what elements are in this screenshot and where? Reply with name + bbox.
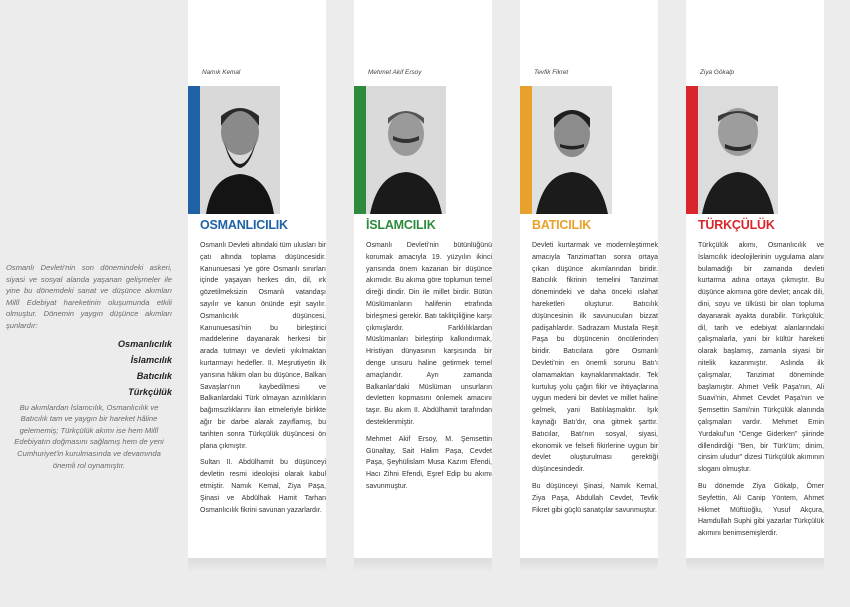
- column-osmanlicilik: [188, 0, 326, 558]
- author-name: Ziya Gökalp: [700, 69, 735, 76]
- column-text: [366, 240, 492, 498]
- idea-baticilik: Batıcılık: [136, 370, 172, 381]
- column-paragraph-1: Osmanlı Devleti altındaki tüm ulusları bir çatı altında toplama düşüncesidir. Kanunuesasi 'ye göre Osmanlı sınırları içinde yaşayan herkes din, dil, ırk gözetilmeksizin Osmanlı vatandaşı sayılır ve kanun önünde eşit sayılır. Osmanlıcılık düşüncesi, Kanunuesasi'nin bu birleştirici maddelerine dayanarak herkesi bir arada tutmayı ve devleti yıkılmaktan kurtarmayı hedefler. II. Meşrutiyetin ilk yarısına hâkim olan bu düşünce, Balkan Savaşları'nın kaybedilmesi ve Balkanlardaki Türk olmayan azınlıkların bağımsızlıklarını ilan etmeleriyle birlikte ağır bir darbe alarak zayıflamış, bu tarihten sonra Türkçülük düşüncesi ön plana çıkmıştır.: [200, 242, 326, 450]
- portrait-photo: [200, 86, 280, 214]
- column-text: [532, 240, 658, 521]
- accent-bar: [520, 86, 532, 214]
- accent-bar: [188, 86, 200, 214]
- column-title: TÜRKÇÜLÜK: [698, 218, 775, 232]
- column-paragraph-1: Osmanlı Devleti'nin bütünlüğünü korumak amacıyla 19. yüzyılın ikinci yarısında önem kazanan bir düşünce akımıdır. Bu akıma göre toplumun temel direği dindir. Din ile millet birdir. Bütün Müslümanların halifenin etrafında birleşmesi gerekir. Batı taklitçiliğine karşı çıkmışlardır. Farklılıklardan Müslümanları birleştirip kalkındırmak, Hristiyan dünyasının karşısında bir denge unsuru haline getirmek temel amaçlarıdır. Ayrı zamanda Balkanlar'daki Müslüman unsurların devletten kopmasını önlemek amacını taşır. Bu akım II. Abdülhamit tarafından desteklenmiştir.: [366, 242, 492, 426]
- column-title: OSMANLICILIK: [200, 218, 288, 232]
- column-turkculuk: [686, 0, 824, 558]
- author-name: Tevfik Fikret: [534, 69, 569, 76]
- column-title: BATICILIK: [532, 218, 592, 232]
- author-name: Mehmet Akif Ersoy: [368, 69, 422, 76]
- idea-osmanlicilik: Osmanlıcılık: [117, 338, 172, 349]
- column-islamcilik: [354, 0, 492, 558]
- intro-paragraph-1: Osmanlı Devleti'nin son dönemindeki askeri, siyasi ve sosyal alanda yaşanan gelişmeler ile yine bu dönemdeki sanat ve düşünce akımları Millî Edebiyat hareketinin oluşumunda etkili olmuştur. Dönemin yaygın düşünce akımları şunlardır:: [6, 263, 172, 330]
- accent-bar: [686, 86, 698, 214]
- portrait-photo: [532, 86, 612, 214]
- intro-text: [6, 262, 172, 471]
- accent-bar: [354, 86, 366, 214]
- portrait-block: [188, 86, 326, 214]
- column-text: [698, 240, 824, 545]
- idea-turkculuk: Türkçülük: [128, 386, 172, 397]
- ideas-list: [6, 336, 172, 400]
- portrait-block: [354, 86, 492, 214]
- author-name: Namık Kemal: [202, 69, 241, 76]
- column-title: İSLAMCILIK: [366, 218, 436, 232]
- portrait-photo: [698, 86, 778, 214]
- column-baticilik: [520, 0, 658, 558]
- intro-paragraph-2: Bu akımlardan İslamcılık, Osmanlıcılık ve Batıcılık tam ve yaygın bir hareket hâline gelememiş; Türkçülük akımı ise hem Millî Edebiyatın doğmasını sağlamış hem de yeni Cumhuriyet'in kurulmasında ve devamında önemli rol oynamıştır.: [14, 402, 164, 470]
- portrait-block: [520, 86, 658, 214]
- idea-islamcilik: İslamcılık: [130, 354, 172, 365]
- portrait-photo: [366, 86, 446, 214]
- column-paragraph-1: Türkçülük akımı, Osmanlıcılık ve İslamcılık ideolojilerinin uygulama alanı bulamadığı bir zamanda devleti kurtarma adına ortaya çıkmıştır. Bu düşünce akımına göre devlet; ancak dili, dini, soyu ve ülküsü bir olan topluma dayanarak ayakta durabilir. Türkçülük; dil, tarih ve edebiyat alanlarındaki çalışmalarla, yani bir kültür hareketi olarak başlamış, zamanla siyasi bir nitelik kazanmıştır. Aslında ilk çalışmalar, Tanzimat döneminde başlamıştır. Ahmet Vefik Paşa'nın, Ali Suavi'nin, Ahmet Cevdet Paşa'nın ve Şemsettin Sami'nin Türkçülük alanında çalışmaları vardır. Mehmet Emin Yurdakul'un "Cenge Giderken" şiirinde dillendirdiği "Ben, bir Türk'üm; dinim, cinsim uludur" dizesi Türkçülük akımının sloganı olmuştur.: [698, 242, 824, 474]
- column-paragraph-2: Bu dönemde Ziya Gökalp, Ömer Seyfettin, Ali Canip Yöntem, Ahmet Hikmet Müftüoğlu, Yusuf Akçura, Hamdullah Suphi gibi yazarlar Türkçülük akımını benimsemişlerdir.: [698, 482, 824, 538]
- portrait-block: [686, 86, 824, 214]
- column-paragraph-2: Mehmet Akif Ersoy, M. Şemsettin Günaltay, Sait Halim Paşa, Cevdet Paşa, Şeyhülislam Musa Kazım Efendi, Hacı Zihni Efendi, Eşref Edip bu akımı savunmuştur.: [366, 435, 492, 490]
- column-text: [200, 240, 326, 521]
- column-paragraph-2: Bu düşünceyi Şinasi, Namık Kemal, Ziya Paşa, Abdullah Cevdet, Tevfik Fikret gibi güçlü sanatçılar savunmuştur.: [532, 482, 658, 514]
- column-paragraph-2: Sultan II. Abdülhamit bu düşünceyi devletin resmi ideolojisi olarak kabul etmiştir. Namık Kemal, Ziya Paşa, Şinasi ve Abdülhak Hamit Tarhan Osmanlıcılık fikrini savunan yazarlardır.: [200, 459, 326, 514]
- column-paragraph-1: Devleti kurtarmak ve modernleştirmek amacıyla Tanzimat'tan sonra ortaya çıkan düşünce akımlarından biridir. Batıcılık fikrinin temelini Tanzimat dönemindeki ve daha önceki ıslahat hareketleri oluşturur. Batıcılık düşüncesinin ilk savunucuları bizzat padişahlardır. Sadrazam Mustafa Reşit Paşa bu düşüncenin öncülerinden biridir. Batıcılara göre Osmanlı Devleti'nin en önemli sorunu Batı'ı olamamaktan kaynaklanmaktadır. Tek kurtuluş yolu çağın fikir ve ihtiyaçlarına uygun medeni bir devlet ve millet haline gelmek, yani Batılılaşmaktır. Işık kaynağı Batı'dır, ona gitmek şarttır. Batıcılar, Batı'nın sosyal, siyasi, ekonomik ve felsefi fikirlerine uygun bir devlet oluşturulması gerektiği düşüncesindedir.: [532, 242, 658, 474]
